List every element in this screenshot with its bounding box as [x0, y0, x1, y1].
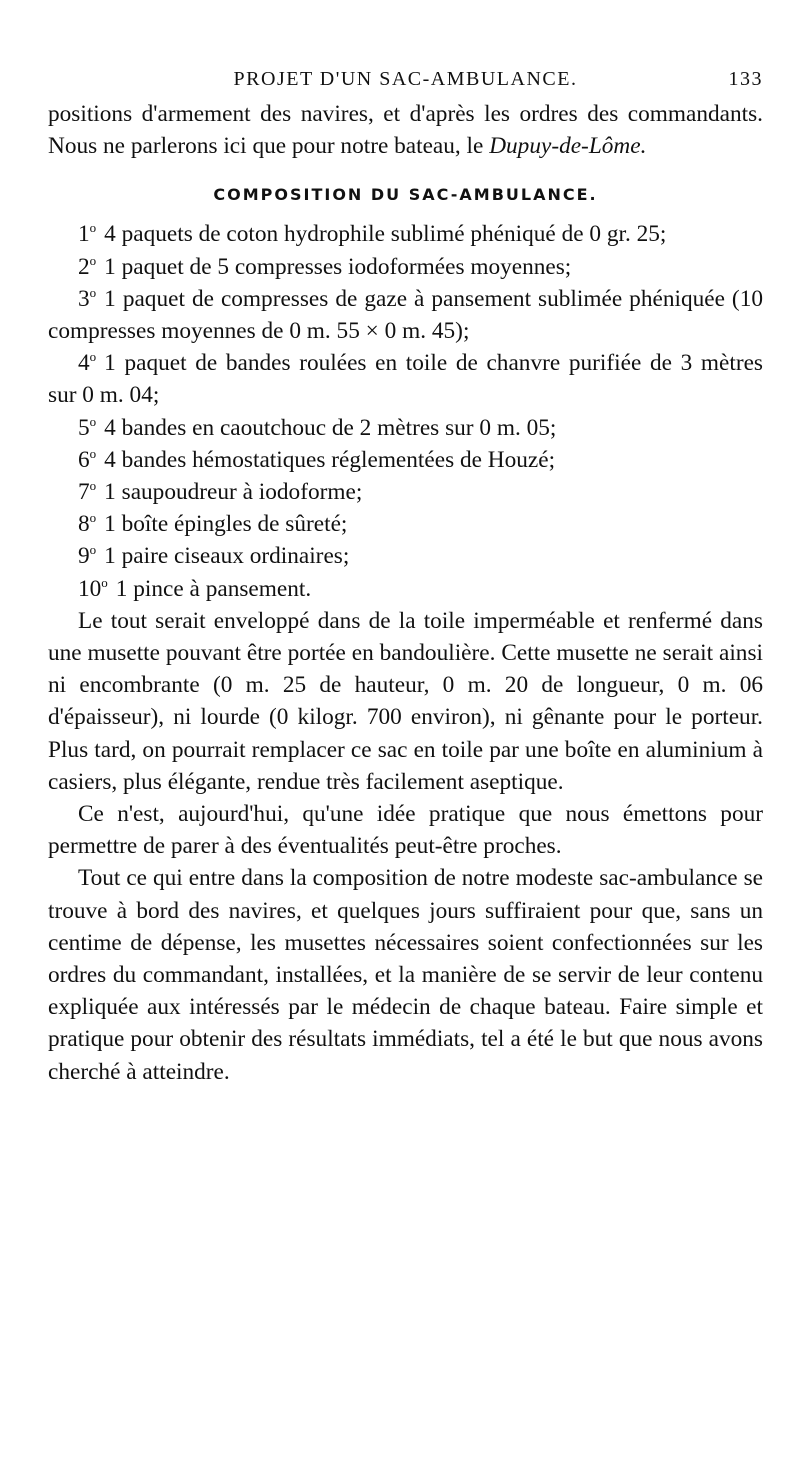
item-number: 3$^o$ — [78, 285, 97, 312]
item-number: 9$^o$ — [78, 542, 97, 570]
paragraph-conclusion: Tout ce qui entre dans la composition de notre modeste sac-ambulance se trouve à bord des navires, et quelques jours suffiraient pour que, sans un centime de dépense, les musettes nécessaires soient confectionnées sur les ordres du commandant, installées, et la manière de se servir de leur contenu expliquée aux intéressés par le médecin de chaque bateau. Faire simple et pratique pour obtenir des résultats immédiats, tel a été le but que nous avons cherché à atteindre. — [48, 865, 763, 1085]
book-page — [48, 64, 763, 1444]
intro-text: positions d'armement des navires, et d'après les ordres des commandants. Nous ne parlerons ici que pour notre bateau, le — [48, 101, 763, 160]
item-text: 1 paquet de bandes roulées en toile de chanvre purifiée de 3 mètres sur 0 m. 04; — [48, 350, 763, 409]
composition-list — [48, 218, 763, 604]
list-item — [48, 251, 763, 283]
item-number: 2$^o$ — [78, 252, 97, 280]
list-item — [48, 540, 763, 572]
list-item — [48, 573, 763, 605]
page-body — [48, 98, 763, 1088]
item-text: 4 paquets de coton hydrophile sublimé phéniqué de 0 gr. 25; — [104, 221, 667, 248]
item-number: 5$^o$ — [78, 413, 97, 441]
item-number: 1$^o$ — [78, 220, 97, 248]
intro-paragraph — [48, 98, 763, 162]
list-item — [48, 347, 763, 411]
item-number: 6$^o$ — [78, 446, 97, 473]
item-text: 4 bandes en caoutchouc de 2 mètres sur 0 m. 05; — [104, 414, 557, 441]
list-item — [48, 444, 763, 476]
item-text: 1 pince à pansement. — [115, 575, 312, 602]
item-number: 7$^o$ — [78, 478, 97, 506]
section-heading: COMPOSITION DU SAC-AMBULANCE. — [213, 185, 598, 205]
item-text: 1 paquet de compresses de gaze à pansement sublimée phéniquée (10 compresses moyennes de 0 m. 55 × 0 m. 45); — [48, 285, 763, 345]
list-item — [48, 508, 763, 540]
paragraph-packaging: Le tout serait enveloppé dans de la toile imperméable et renfermé dans une musette pouvant être portée en bandoulière. Cette musette ne serait ainsi ni encombrante (0 m. 25 de hauteur, 0 m. 20 de longueur, 0 m. 06 d'épaisseur), ni lourde (0 kilogr. 700 environ), ni gênante pour le porteur. Plus tard, on pourrait remplacer ce sac en toile par une boîte en aluminium à casiers, plus élégante, rendue très facilement aseptique. — [48, 607, 763, 795]
running-head-title: PROJET D'UN SAC-AMBULANCE. — [233, 68, 578, 90]
paragraph-idea: Ce n'est, aujourd'hui, qu'une idée pratique que nous émettons pour permettre de parer à des éventualités peut-être proches. — [48, 801, 763, 860]
list-item — [48, 283, 763, 347]
page-number: 133 — [728, 68, 763, 90]
list-item — [48, 218, 763, 250]
item-number: 8$^o$ — [78, 510, 97, 538]
list-item — [48, 476, 763, 508]
running-head — [48, 64, 763, 98]
list-item — [48, 412, 763, 444]
item-text: 1 saupoudreur à iodoforme; — [104, 479, 363, 506]
item-number: 4$^o$ — [78, 349, 97, 377]
ship-name: Dupuy-de-Lôme. — [489, 133, 647, 160]
item-text: 1 paquet de 5 compresses iodoformées moyennes; — [104, 253, 572, 280]
item-text: 4 bandes hémostatiques réglementées de Houzé; — [104, 446, 556, 473]
item-number: 10$^o$ — [78, 574, 108, 602]
item-text: 1 boîte épingles de sûreté; — [104, 511, 348, 538]
item-text: 1 paire ciseaux ordinaires; — [104, 543, 350, 570]
